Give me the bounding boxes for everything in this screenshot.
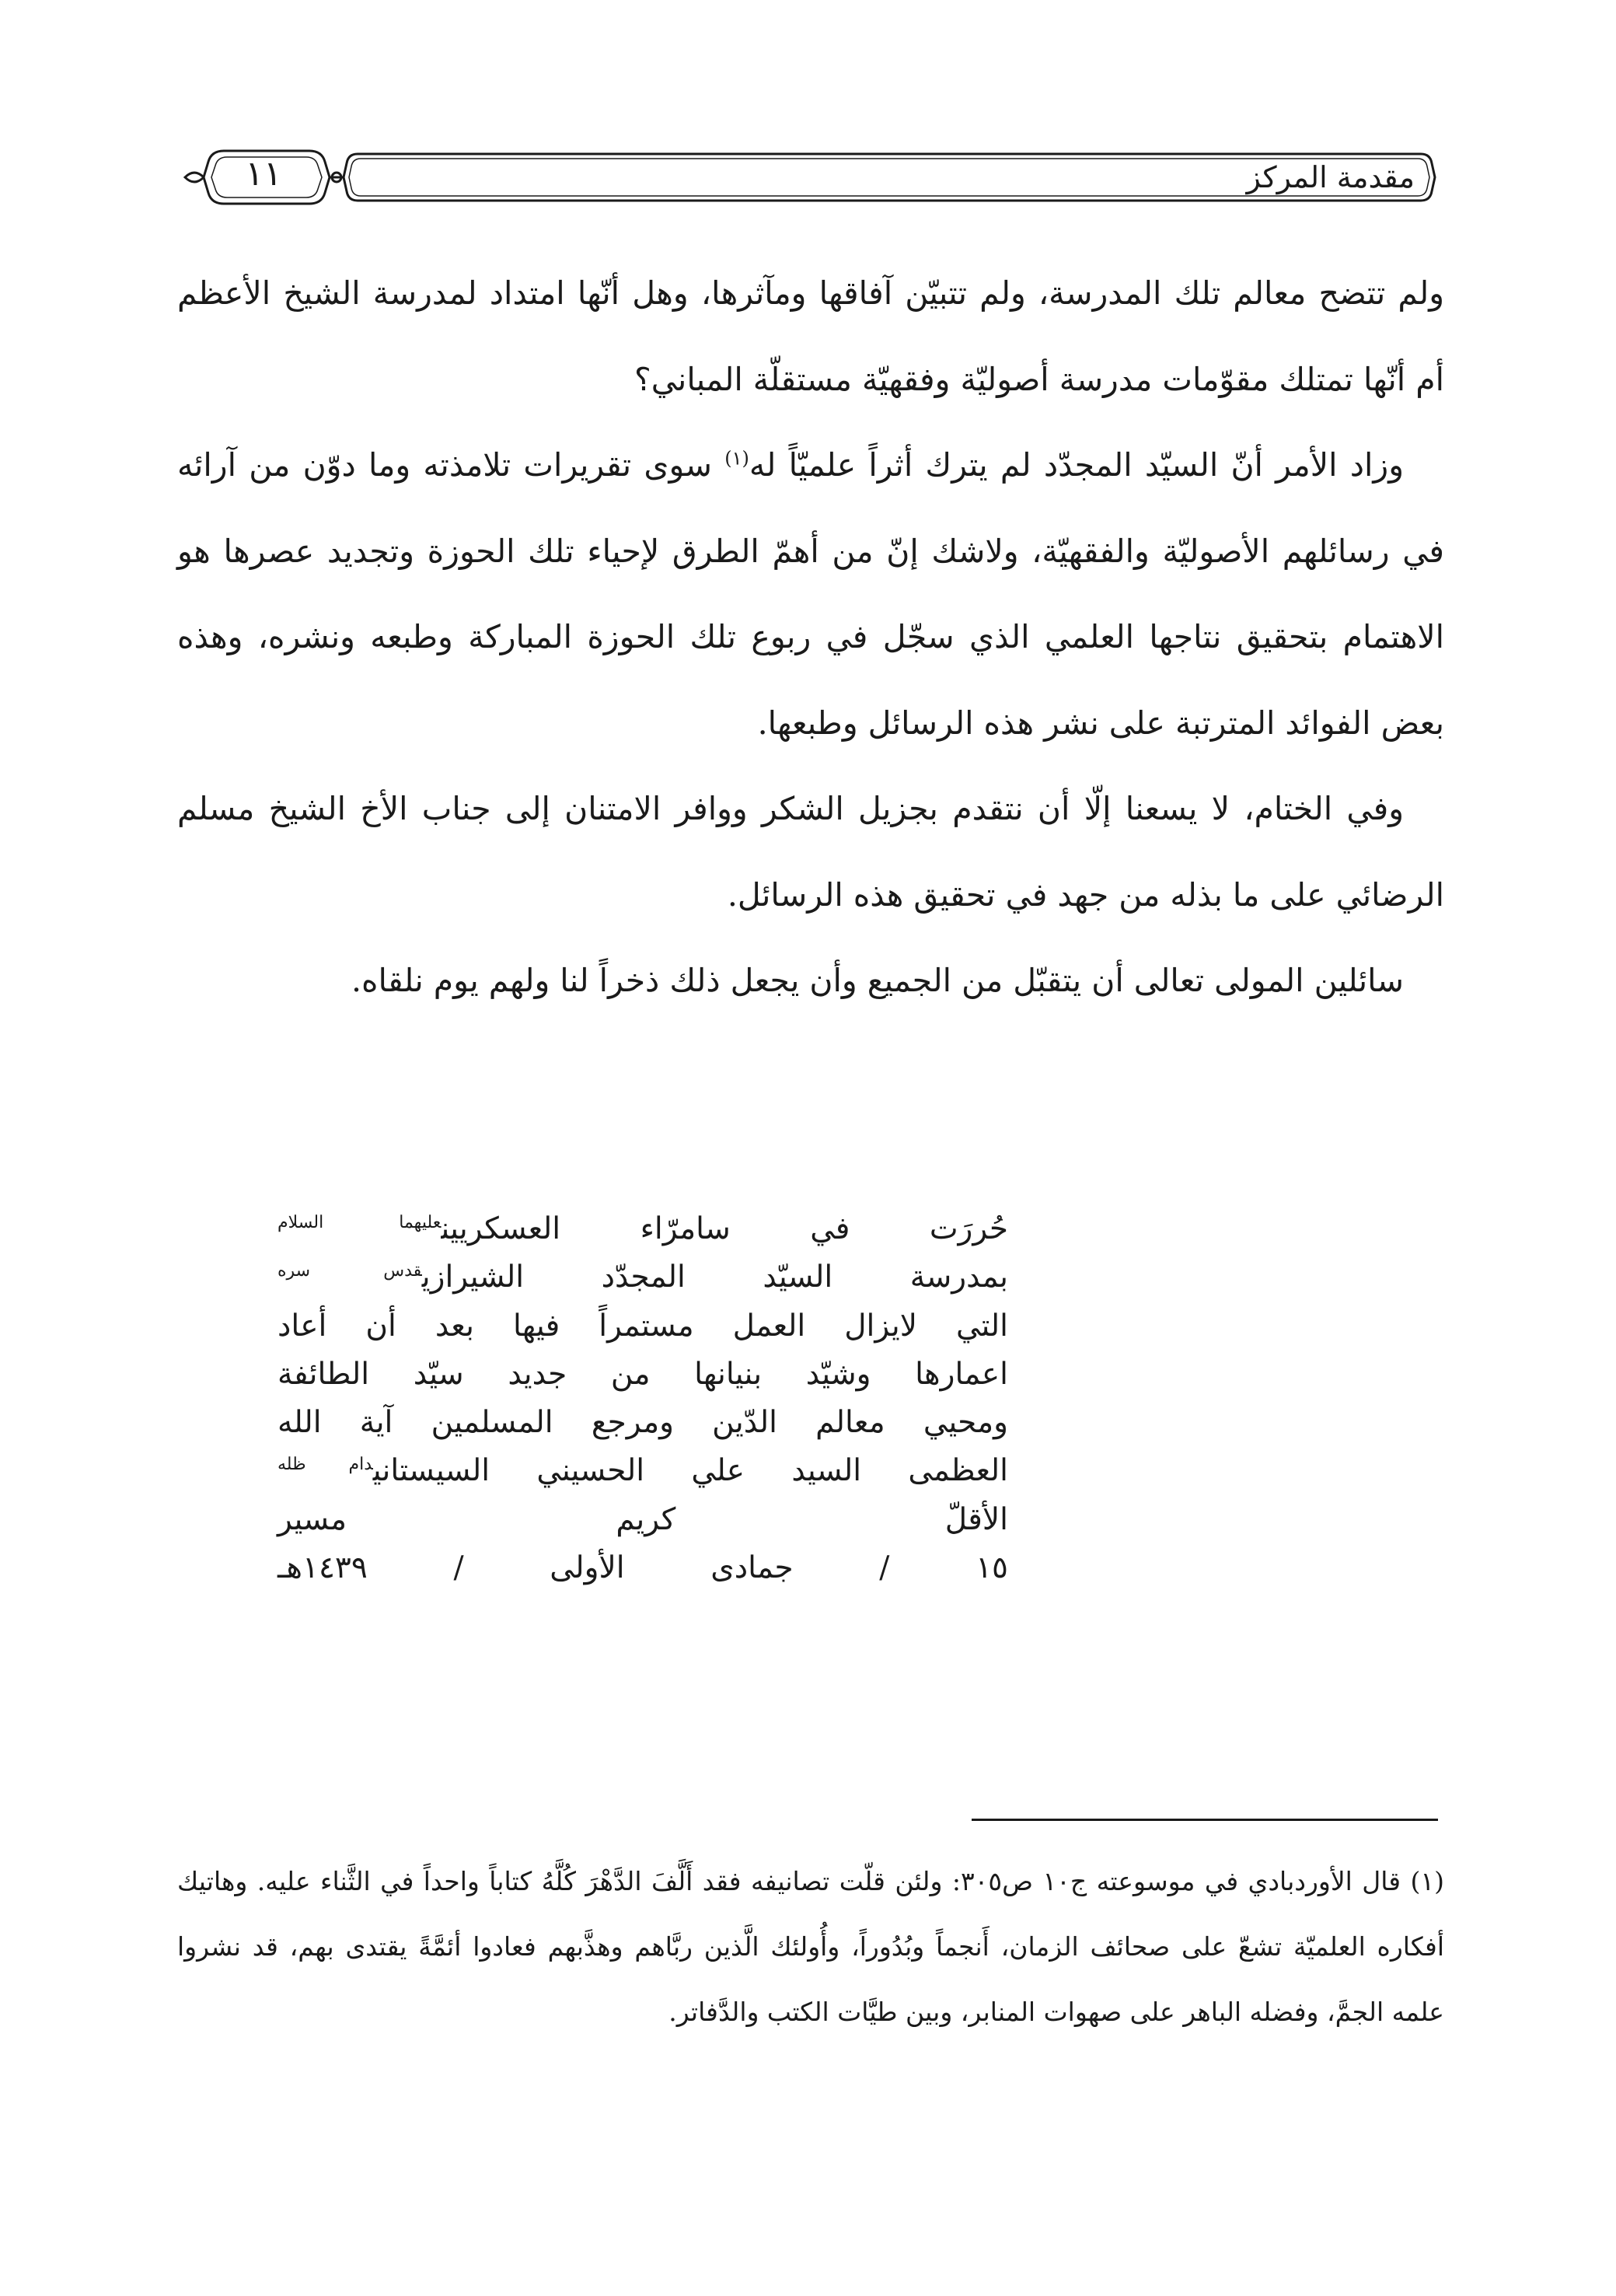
colophon-line-2-text: بمدرسة السيّد المجدّد الشيرازي	[421, 1260, 1008, 1295]
colophon-line-4: اعمارها وشيّد بنيانها من جديد سيّد الطائفة	[277, 1356, 1008, 1392]
colophon-line-6-text: العظمى السيد علي الحسيني السيستاني	[372, 1453, 1008, 1489]
section-title: مقدمة المركز	[1246, 160, 1415, 194]
running-header	[177, 142, 1444, 213]
paragraph-1: ولم تتضح معالم تلك المدرسة، ولم تتبيّن آفاقها ومآثرها، وهل أنّها امتداد لمدرسة الشيخ الأعظم أم أنّها تمتلك مقوّمات مدرسة أصوليّة وفقهيّة مستقلّة المباني؟	[177, 274, 1444, 398]
colophon-line-3: التي لايزال العمل مستمراً فيها بعد أن أعاد	[277, 1308, 1008, 1344]
honorific-symbol: عليهما السلام	[277, 1213, 442, 1232]
paragraph-2-start: وزاد الأمر أنّ السيّد المجدّد لم يترك أثراً علميّاً له	[749, 446, 1404, 484]
paragraph-2	[177, 422, 1444, 766]
colophon-block	[277, 1205, 1008, 1592]
honorific-symbol: دام ظله	[277, 1455, 373, 1475]
footnote	[177, 1849, 1444, 2045]
colophon-line-6	[277, 1447, 1008, 1495]
body-text	[177, 250, 1444, 1024]
colophon-line-1-text: حُررَت في سامرّاء العسكريين	[441, 1211, 1009, 1246]
page-number: ١١	[245, 154, 282, 194]
honorific-symbol: قدس سره	[277, 1261, 422, 1281]
paragraph-3: وفي الختام، لا يسعنا إلّا أن نتقدم بجزيل الشكر ووافر الامتنان إلى جناب الأخ الشيخ مسلم الرضائي على ما بذله من جهد في تحقيق هذه الرسائل.	[177, 790, 1444, 914]
colophon-line-5: ومحيي معالم الدّين ومرجع المسلمين آية الله	[277, 1405, 1008, 1441]
colophon-signature: الأقلّ كريم مسير	[277, 1501, 1008, 1537]
footnote-divider	[972, 1819, 1438, 1821]
footnote-1: (١) قال الأوردبادي في موسوعته ج١٠ ص٣٠٥: ولئن قلّت تصانيفه فقد أَلَّفَ الدَّهْرَ كُلَّهُ كتاباً واحداً في الثَّناء عليه. وهاتيك أفكاره العلميّة تشعّ على صحائف الزمان، أَنجماً وبُدُوراً، وأُولئك الَّذين ربَّاهم وهذَّبهم فعادوا أئمَّةً يقتدى بهم، قد نشروا علمه الجمَّ، وفضله الباهر على صهوات المنابر، وبين طيَّات الكتب والدَّفاتر.	[177, 1866, 1444, 2027]
paragraph-4: سائلين المولى تعالى أن يتقبّل من الجميع وأن يجعل ذلك ذخراً لنا ولهم يوم نلقاه.	[351, 962, 1404, 999]
footnote-reference[interactable]: (١)	[724, 447, 749, 470]
colophon-line-1	[277, 1205, 1008, 1253]
colophon-date: ١٥ / جمادى الأولى / ١٤٣٩هـ	[277, 1550, 1008, 1586]
paragraph-2-rest: سوى تقريرات تلامذته وما دوّن من آرائه في رسائلهم الأصوليّة والفقهيّة، ولاشك إنّ من أهمّ الطرق لإحياء تلك الحوزة وتجديد عصرها هو الاهتمام بتحقيق نتاجها العلمي الذي سجّل في ربوع تلك الحوزة المباركة وطبعه ونشره، وهذه بعض الفوائد المترتبة على نشر هذه الرسائل وطبعها.	[177, 446, 1444, 742]
colophon-line-2	[277, 1253, 1008, 1302]
